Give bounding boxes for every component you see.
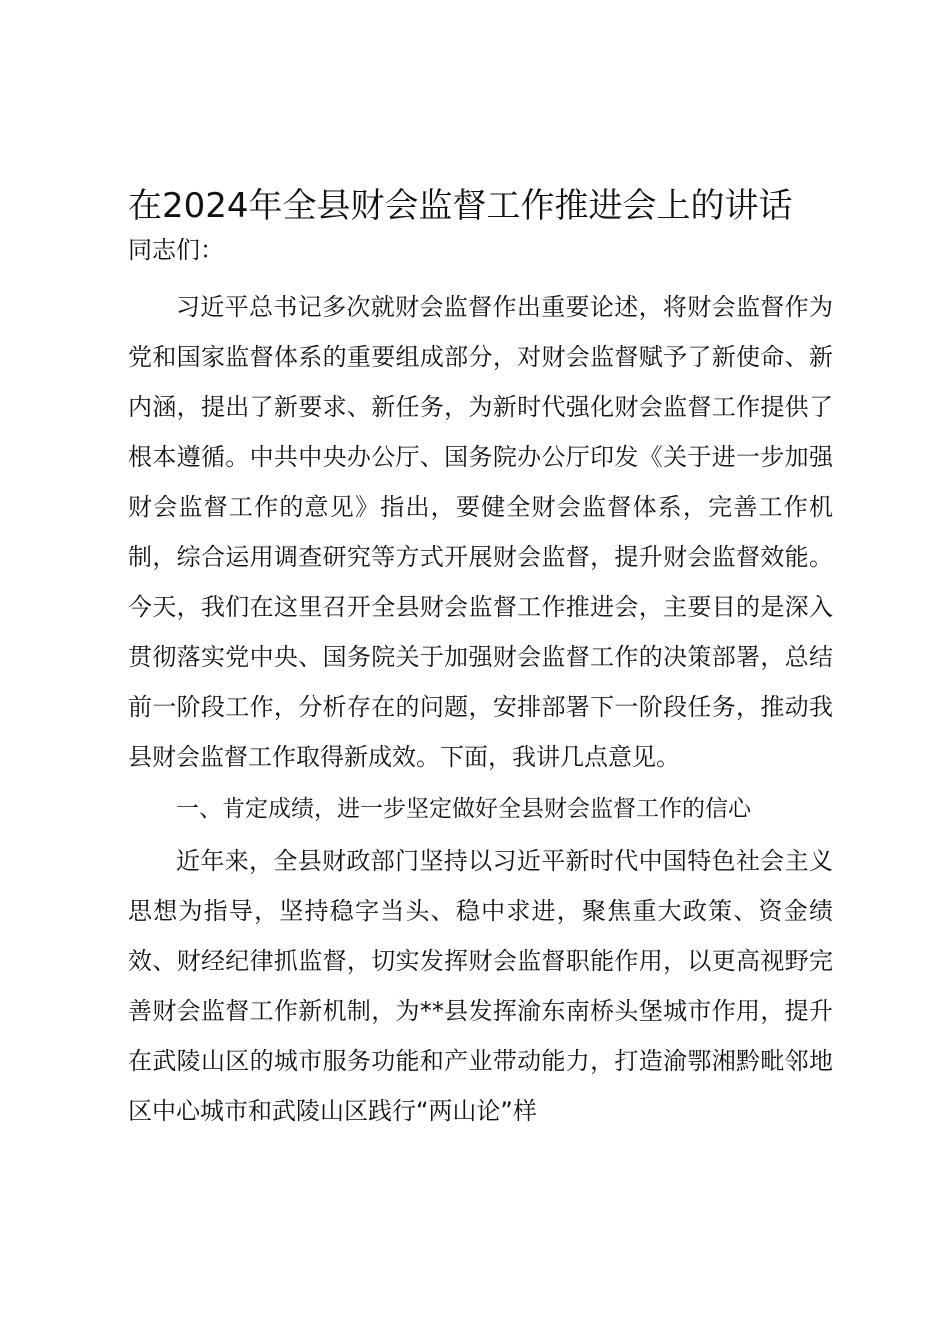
document-title: 在2024年全县财会监督工作推进会上的讲话 (128, 186, 793, 226)
document-body (128, 180, 833, 1136)
salutation: 同志们： (128, 236, 224, 264)
intro-paragraph: 习近平总书记多次就财会监督作出重要论述，将财会监督作为党和国家监督体系的重要组成部分，对财会监督赋予了新使命、新内涵，提出了新要求、新任务，为新时代强化财会监督工作提供了根本遵循。中共中央办公厅、国务院办公厅印发《关于进一步加强财会监督工作的意见》指出，要健全财会监督体系，完善工作机制，综合运用调查研究等方式开展财会监督，提升财会监督效能。今天，我们在这里召开全县财会监督工作推进会，主要目的是深入贯彻落实党中央、国务院关于加强财会监督工作的决策部署，总结前一阶段工作，分析存在的问题，安排部署下一阶段任务，推动我县财会监督工作取得新成效。下面，我讲几点意见。 (128, 293, 833, 771)
section-paragraph: 近年来，全县财政部门坚持以习近平新时代中国特色社会主义思想为指导，坚持稳字当头、稳中求进，聚焦重大政策、资金绩效、财经纪律抓监督，切实发挥财会监督职能作用，以更高视野完善财会监督工作新机制，为**县发挥渝东南桥头堡城市作用，提升在武陵山区的城市服务功能和产业带动能力，打造渝鄂湘黔毗邻地区中心城市和武陵山区践行“两山论”样 (128, 847, 833, 1125)
section-heading: 一、肯定成绩，进一步坚定做好全县财会监督工作的信心 (176, 796, 751, 822)
